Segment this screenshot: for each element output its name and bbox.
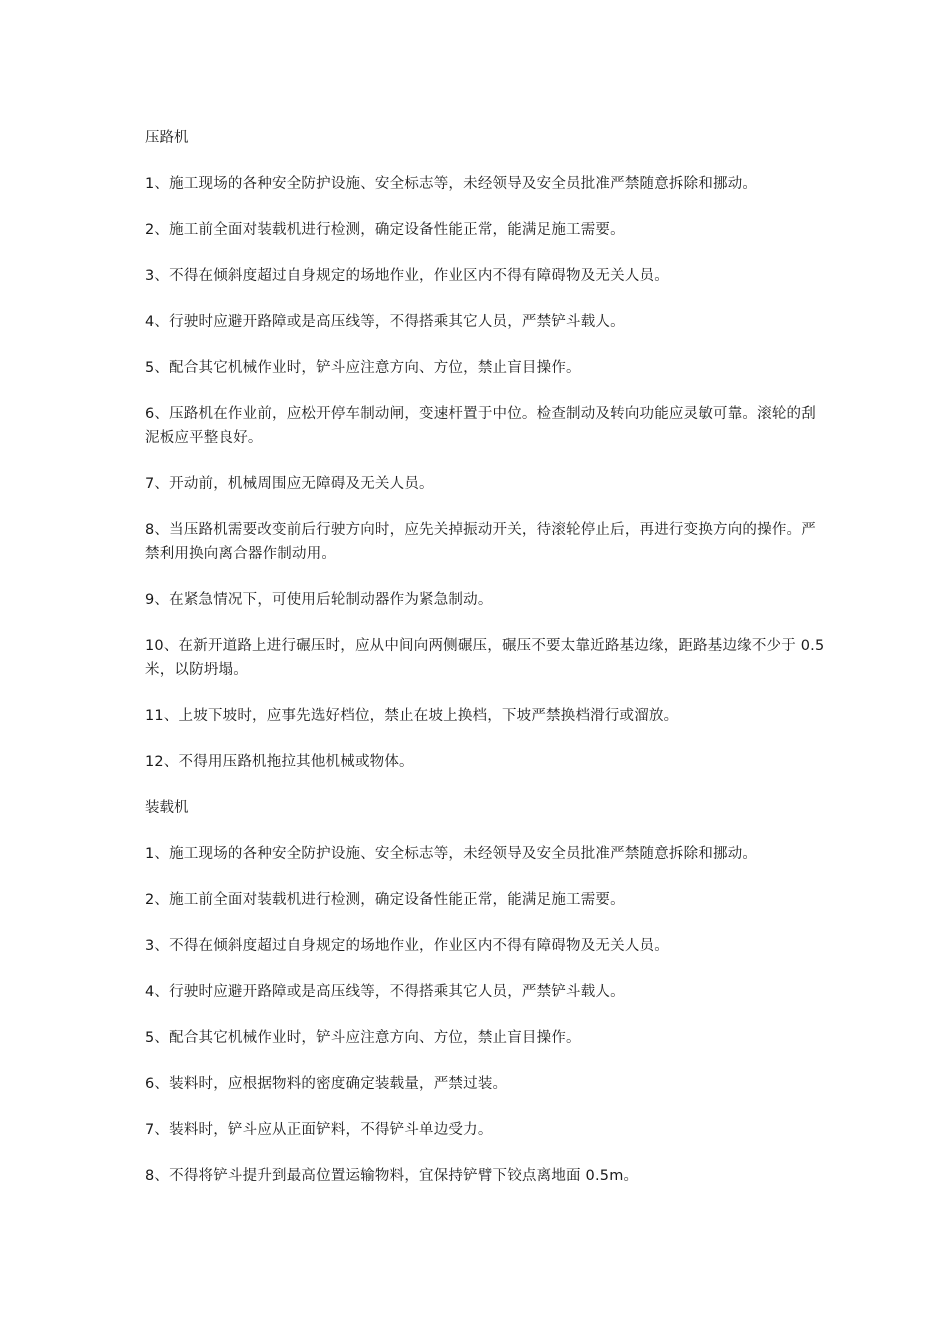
section-title-roller: 压路机 — [145, 130, 189, 146]
loader-item-2: 2、施工前全面对装载机进行检测，确定设备性能正常，能满足施工需要。 — [145, 892, 625, 908]
loader-item-1: 1、施工现场的各种安全防护设施、安全标志等，未经领导及安全员批准严禁随意拆除和挪动。 — [145, 846, 758, 862]
loader-item-7: 7、装料时，铲斗应从正面铲料，不得铲斗单边受力。 — [145, 1122, 493, 1138]
roller-item-9: 9、在紧急情况下，可使用后轮制动器作为紧急制动。 — [145, 592, 493, 608]
roller-item-10: 10、在新开道路上进行碾压时，应从中间向两侧碾压，碾压不要太靠近路基边缘，距路基边缘不少于 0.5 米，以防坍塌。 — [145, 638, 825, 678]
roller-item-4: 4、行驶时应避开路障或是高压线等，不得搭乘其它人员，严禁铲斗载人。 — [145, 314, 625, 330]
loader-item-5: 5、配合其它机械作业时，铲斗应注意方向、方位，禁止盲目操作。 — [145, 1030, 581, 1046]
section-loader — [145, 796, 825, 1188]
roller-item-8: 8、当压路机需要改变前后行驶方向时，应先关掉振动开关，待滚轮停止后，再进行变换方向的操作。严禁利用换向离合器作制动用。 — [145, 522, 816, 562]
loader-item-4: 4、行驶时应避开路障或是高压线等，不得搭乘其它人员，严禁铲斗载人。 — [145, 984, 625, 1000]
loader-item-3: 3、不得在倾斜度超过自身规定的场地作业，作业区内不得有障碍物及无关人员。 — [145, 938, 669, 954]
loader-item-6: 6、装料时，应根据物料的密度确定装载量，严禁过装。 — [145, 1076, 508, 1092]
section-title-loader: 装载机 — [145, 800, 189, 816]
section-roller — [145, 126, 825, 774]
roller-item-5: 5、配合其它机械作业时，铲斗应注意方向、方位，禁止盲目操作。 — [145, 360, 581, 376]
roller-item-1: 1、施工现场的各种安全防护设施、安全标志等，未经领导及安全员批准严禁随意拆除和挪动。 — [145, 176, 758, 192]
roller-item-2: 2、施工前全面对装载机进行检测，确定设备性能正常，能满足施工需要。 — [145, 222, 625, 238]
roller-item-11: 11、上坡下坡时，应事先选好档位，禁止在坡上换档，下坡严禁换档滑行或溜放。 — [145, 708, 679, 724]
roller-item-6: 6、压路机在作业前，应松开停车制动闸，变速杆置于中位。检查制动及转向功能应灵敏可靠。滚轮的刮泥板应平整良好。 — [145, 406, 816, 446]
document-body — [145, 126, 825, 1210]
roller-item-12: 12、不得用压路机拖拉其他机械或物体。 — [145, 754, 414, 770]
loader-item-8: 8、不得将铲斗提升到最高位置运输物料，宜保持铲臂下铰点离地面 0.5m。 — [145, 1168, 639, 1184]
roller-item-3: 3、不得在倾斜度超过自身规定的场地作业，作业区内不得有障碍物及无关人员。 — [145, 268, 669, 284]
roller-item-7: 7、开动前，机械周围应无障碍及无关人员。 — [145, 476, 434, 492]
